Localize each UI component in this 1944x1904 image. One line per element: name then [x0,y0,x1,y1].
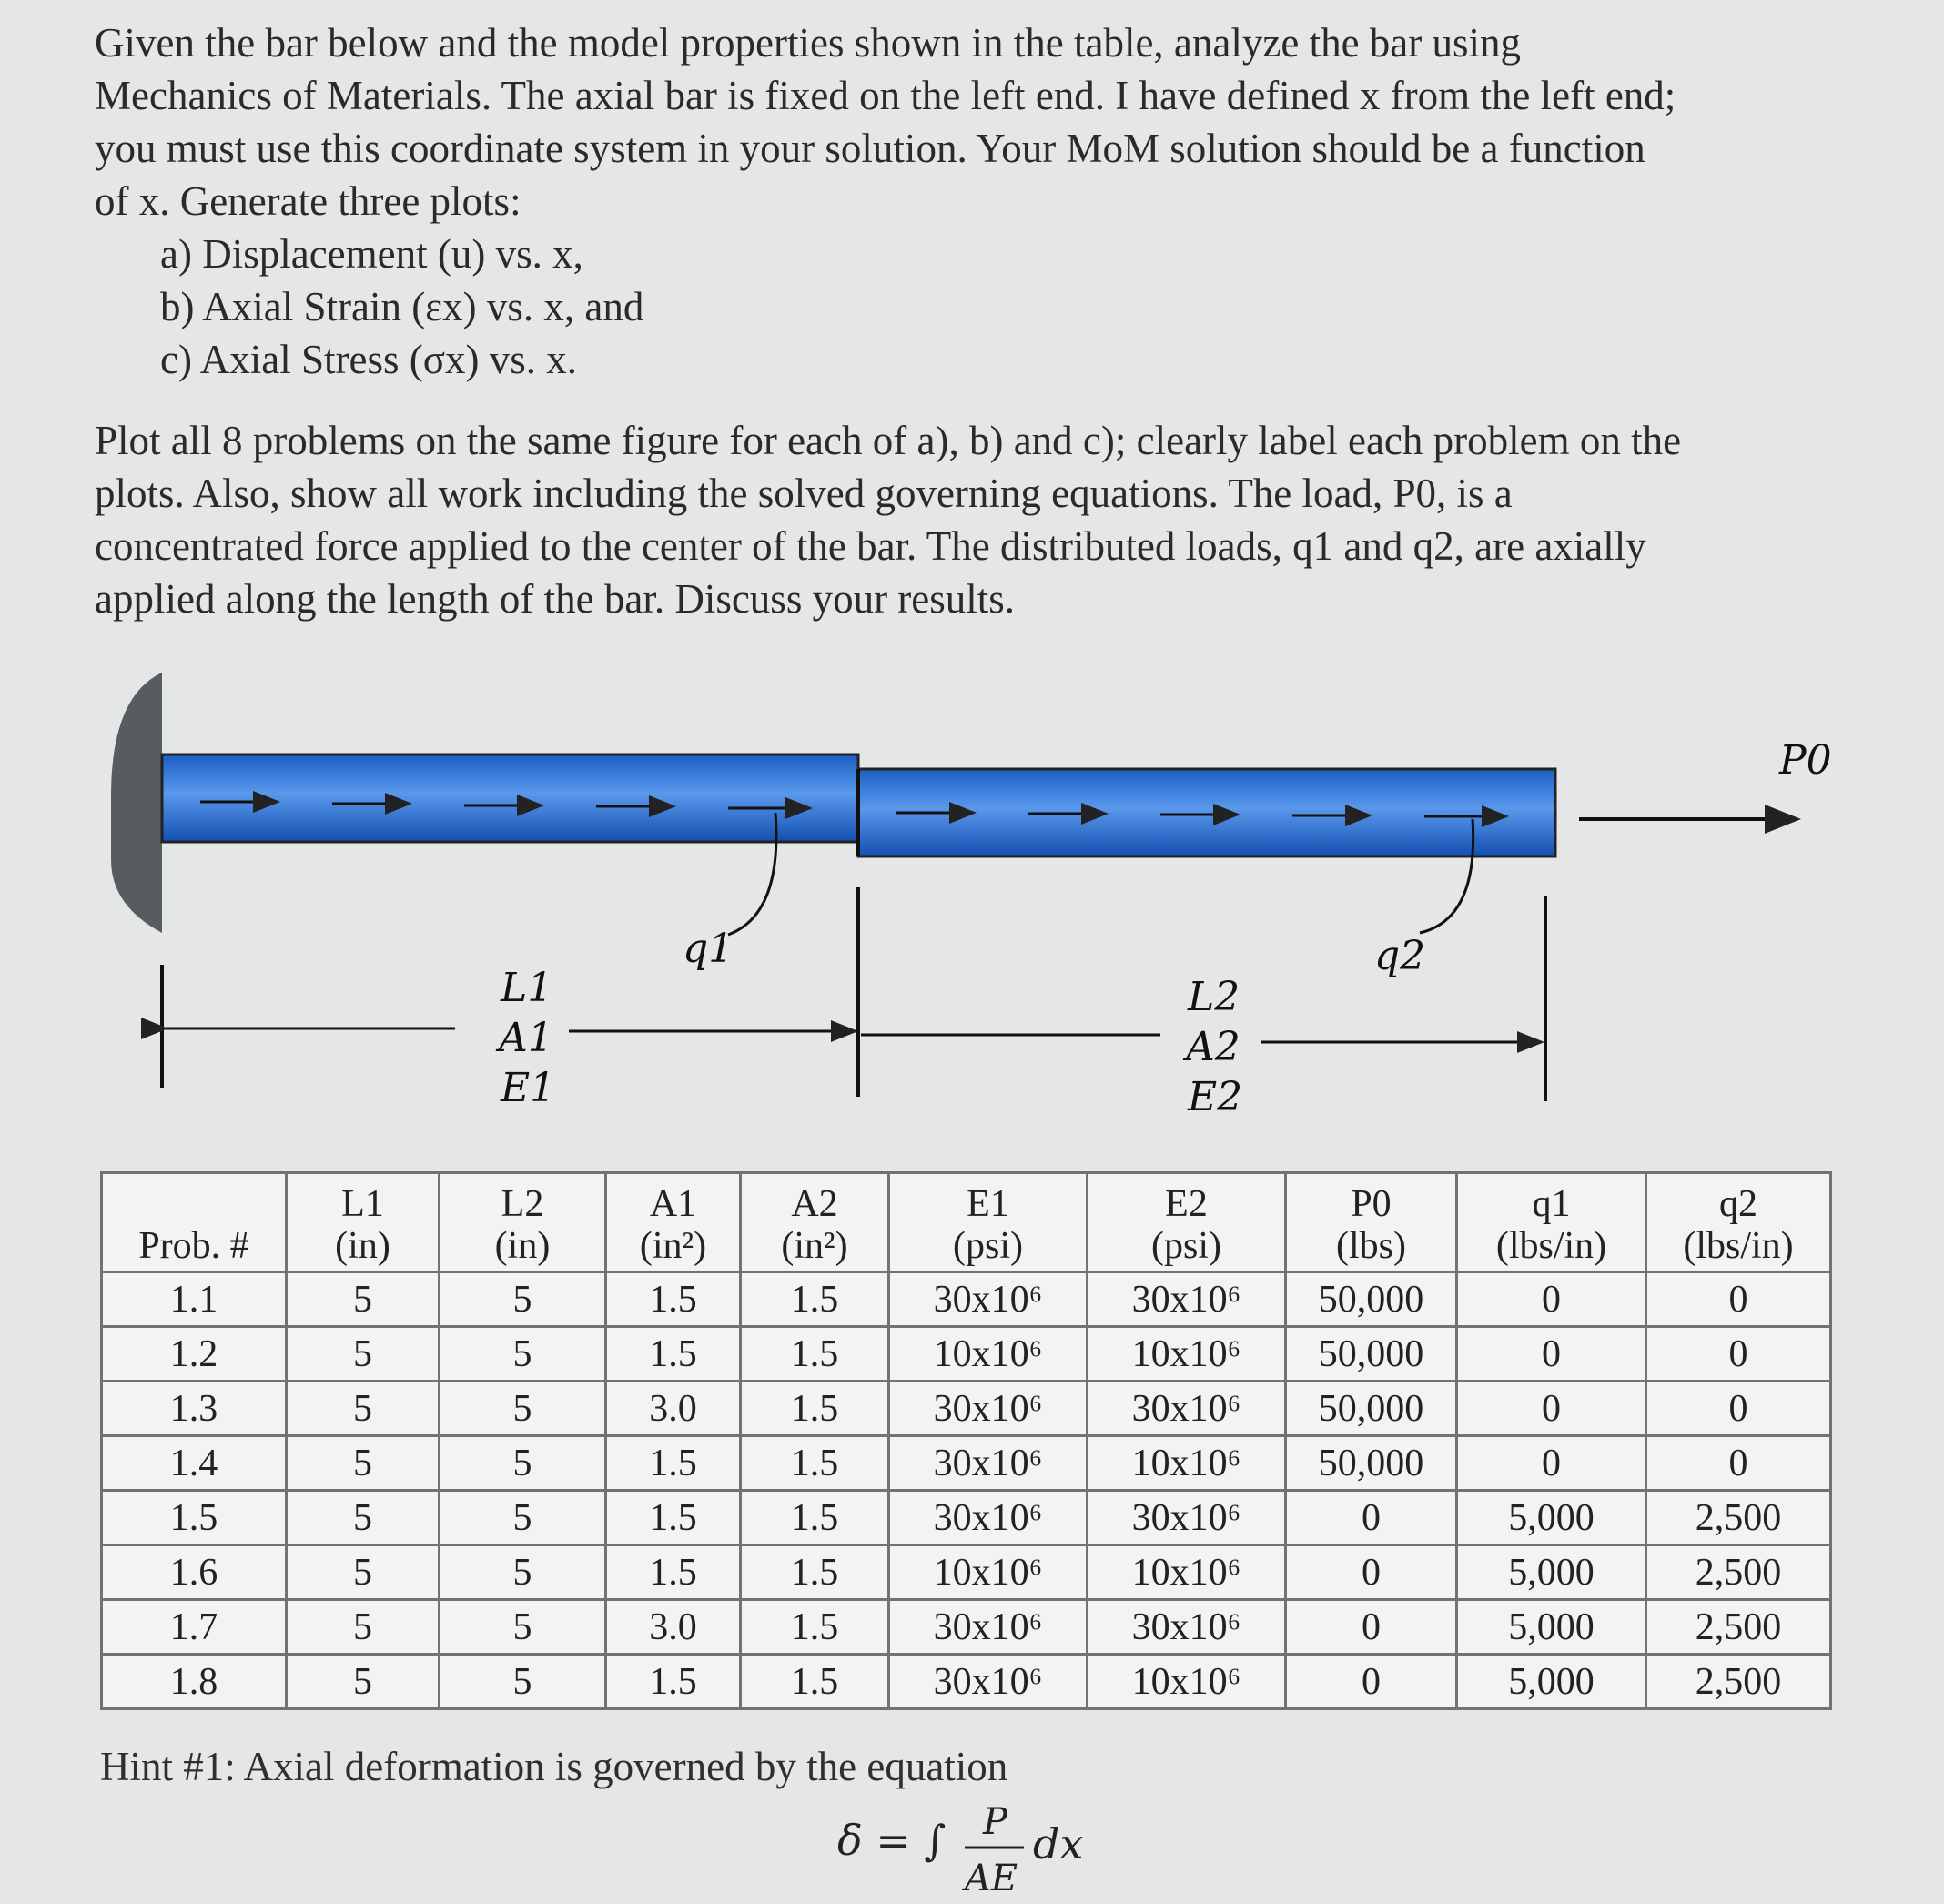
col-e1: E1 (psi) [889,1173,1088,1272]
bar-segment-1 [162,755,858,842]
seg2-labels [1182,974,1242,1120]
intro-line-2: Mechanics of Materials. The axial bar is fixed on the left end. I have defined x from the left end; [95,73,1676,118]
instr-line-2: plots. Also, show all work including the solved governing equations. The load, P0, is a [95,471,1513,516]
bar-figure [109,660,1838,1133]
table-row: 1.2 5 5 1.5 1.5 10x10⁶ 10x10⁶ 50,000 0 0 [102,1327,1831,1382]
problem-instructions [95,414,1869,625]
table-row: 1.3 5 5 3.0 1.5 30x10⁶ 30x10⁶ 50,000 0 0 [102,1382,1831,1436]
col-l2: L2 (in) [440,1173,606,1272]
col-a1: A1 (in²) [606,1173,741,1272]
p0-label: P0 [1779,737,1832,784]
plot-list [95,228,1869,386]
svg-text:E2: E2 [1188,1074,1243,1120]
table-body [102,1272,1831,1709]
col-l1: L1 (in) [287,1173,440,1272]
intro-line-1: Given the bar below and the model properties shown in the table, analyze the bar using [95,20,1522,66]
eq-numerator: P [983,1801,1007,1843]
instr-line-4: applied along the length of the bar. Discuss your results. [95,576,1016,622]
col-q2: q2 (lbs/in) [1646,1173,1831,1272]
table-row: 1.5 5 5 1.5 1.5 30x10⁶ 30x10⁶ 0 5,000 2,500 [102,1491,1831,1545]
plot-item-c: c) Axial Stress (σx) vs. x. [160,337,577,382]
table-row: 1.6 5 5 1.5 1.5 10x10⁶ 10x10⁶ 0 5,000 2,500 [102,1545,1831,1600]
q2-label: q2 [1374,933,1426,979]
eq-dx: dx [1033,1819,1084,1869]
col-a2: A2 (in²) [741,1173,889,1272]
deformation-equation [837,1798,1110,1899]
table-header-row [102,1173,1831,1272]
table-row: 1.1 5 5 1.5 1.5 30x10⁶ 30x10⁶ 50,000 0 0 [102,1272,1831,1327]
col-prob: Prob. # [102,1173,287,1272]
eq-lhs: δ = ∫ [837,1816,947,1865]
col-e2: E2 (psi) [1088,1173,1286,1272]
svg-text:L2: L2 [1188,974,1240,1020]
fixed-wall [111,673,162,933]
instr-line-3: concentrated force applied to the center of the bar. The distributed loads, q1 and q2, are axially [95,523,1646,569]
table-row: 1.8 5 5 1.5 1.5 30x10⁶ 10x10⁶ 0 5,000 2,500 [102,1655,1831,1709]
properties-table [100,1171,1832,1710]
equation-svg [837,1798,1110,1899]
plot-item-b: b) Axial Strain (εx) vs. x, and [160,284,644,329]
col-q1: q1 (lbs/in) [1457,1173,1646,1272]
problem-intro [95,16,1869,386]
svg-text:E1: E1 [501,1065,556,1111]
svg-text:A1: A1 [499,1015,553,1061]
svg-text:A2: A2 [1186,1024,1240,1070]
intro-line-3: you must use this coordinate system in your solution. Your MoM solution should be a function [95,126,1645,171]
seg1-labels [495,965,555,1111]
intro-line-4: of x. Generate three plots: [95,178,521,224]
table-row: 1.4 5 5 1.5 1.5 30x10⁶ 10x10⁶ 50,000 0 0 [102,1436,1831,1491]
bar-diagram [109,660,1838,1133]
hint-text: Hint #1: Axial deformation is governed by the equation [100,1744,1008,1789]
instr-line-1: Plot all 8 problems on the same figure for each of a), b) and c); clearly label each problem on the [95,418,1682,463]
q1-label: q1 [683,926,734,972]
plot-item-a: a) Displacement (u) vs. x, [160,231,583,277]
table-row: 1.7 5 5 3.0 1.5 30x10⁶ 30x10⁶ 0 5,000 2,500 [102,1600,1831,1655]
eq-denominator: AE [965,1858,1018,1899]
svg-text:L1: L1 [501,965,553,1011]
col-p0: P0 (lbs) [1286,1173,1457,1272]
